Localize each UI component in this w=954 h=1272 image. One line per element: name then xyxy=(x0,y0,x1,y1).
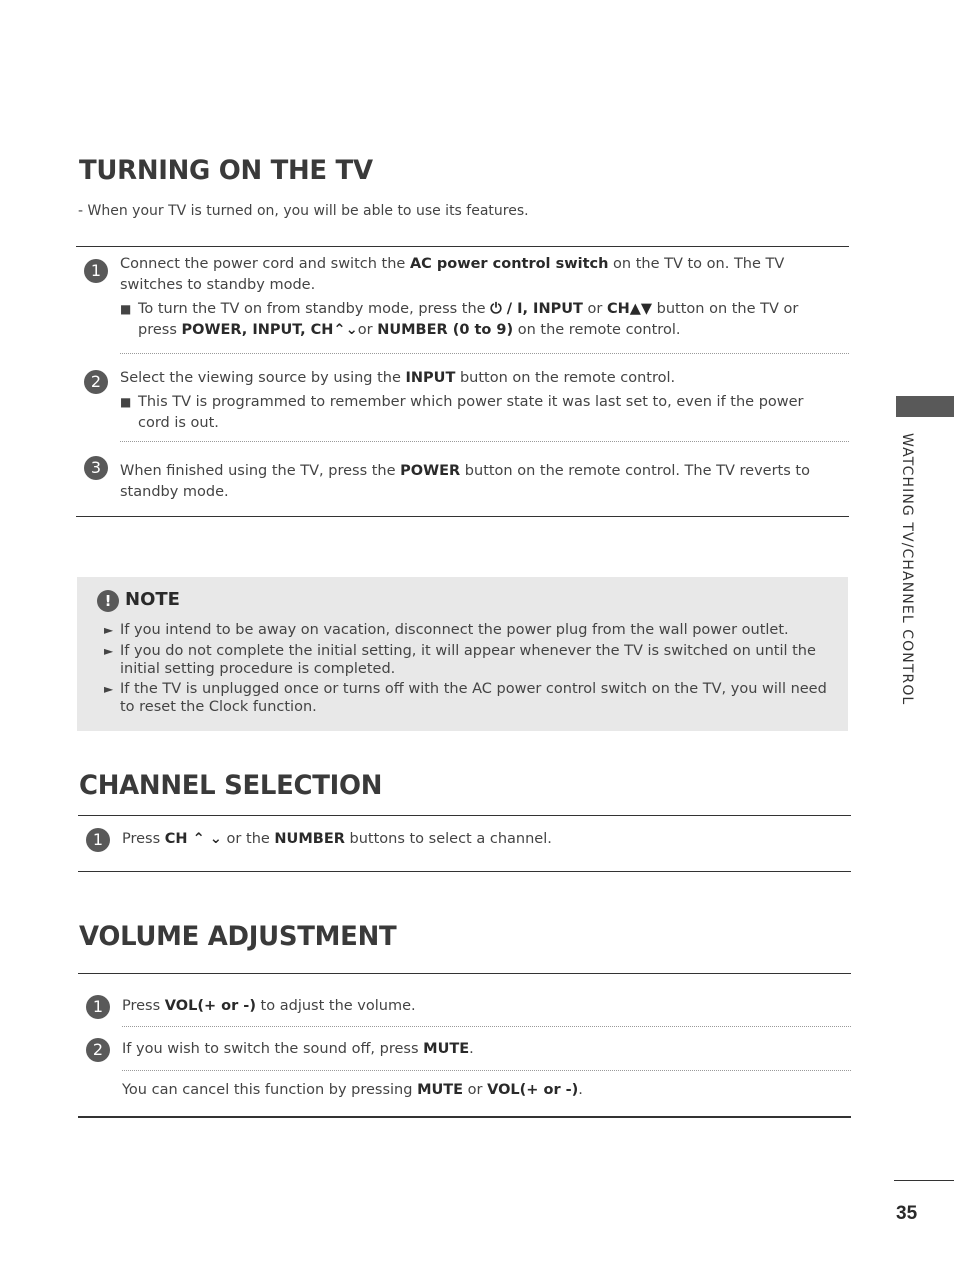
step-1-text: Connect the power cord and switch the AC power control switch on the TV to on. The TV switches to standby mode. xyxy=(120,256,785,293)
section-intro: - When your TV is turned on, you will be able to use its features. xyxy=(78,203,529,219)
bullet-1-text: To turn the TV on from standby mode, press the ⏻ / I, INPUT or CH▲▼ button on the TV or press POWER, INPUT, CH⌃⌄or NUMBER (0 to 9) on the remote control. xyxy=(138,301,799,338)
step-1-icon: 1 xyxy=(86,995,110,1019)
dotted-divider xyxy=(120,353,849,354)
divider xyxy=(76,516,849,517)
volume-step-1-text: Press VOL(+ or -) to adjust the volume. xyxy=(122,998,416,1014)
chapter-tab xyxy=(896,396,954,417)
note-item: If you intend to be away on vacation, disconnect the power plug from the wall power outlet. xyxy=(120,622,789,638)
arrow-bullet-icon: ► xyxy=(104,682,114,696)
divider xyxy=(78,973,851,974)
power-icon: ⏻ xyxy=(490,301,502,317)
volume-step-2-text: If you wish to switch the sound off, press MUTE. xyxy=(122,1041,474,1057)
square-bullet-icon: ■ xyxy=(120,395,132,409)
step-3-icon: 3 xyxy=(84,456,108,480)
volume-step-2-note: You can cancel this function by pressing MUTE or VOL(+ or -). xyxy=(122,1082,583,1098)
divider xyxy=(76,246,849,247)
dotted-divider xyxy=(122,1026,851,1027)
divider xyxy=(78,1116,851,1118)
step-2-icon: 2 xyxy=(84,370,108,394)
note-item: If the TV is unplugged once or turns off with the AC power control switch on the TV, you will need to reset the Clock function. xyxy=(120,681,827,715)
section-title-turning-on: TURNING ON THE TV xyxy=(79,155,373,186)
channel-step-text: Press CH ⌃ ⌄ or the NUMBER buttons to select a channel. xyxy=(122,831,552,847)
dotted-divider xyxy=(120,441,849,442)
section-title-channel-selection: CHANNEL SELECTION xyxy=(79,770,383,801)
divider xyxy=(78,871,851,872)
dotted-divider xyxy=(122,1070,851,1071)
square-bullet-icon: ■ xyxy=(120,302,132,316)
note-title: NOTE xyxy=(125,589,180,610)
chapter-label: WATCHING TV/CHANNEL CONTROL xyxy=(899,433,915,706)
section-title-volume-adjustment: VOLUME ADJUSTMENT xyxy=(79,921,397,952)
page-number: 35 xyxy=(896,1203,918,1224)
bullet-2-text: This TV is programmed to remember which power state it was last set to, even if the power cord is out. xyxy=(138,394,804,431)
divider xyxy=(78,815,851,816)
step-3-text: When finished using the TV, press the POWER button on the remote control. The TV reverts to standby mode. xyxy=(120,463,810,500)
step-1-icon: 1 xyxy=(84,259,108,283)
step-1-icon: 1 xyxy=(86,828,110,852)
step-2-text: Select the viewing source by using the INPUT button on the remote control. xyxy=(120,370,676,386)
arrow-bullet-icon: ► xyxy=(104,644,114,658)
note-item: If you do not complete the initial setting, it will appear whenever the TV is switched on until the initial setting procedure is completed. xyxy=(120,643,816,677)
page-number-rule xyxy=(894,1180,954,1181)
exclamation-icon: ! xyxy=(97,590,119,612)
arrow-bullet-icon: ► xyxy=(104,623,114,637)
step-2-icon: 2 xyxy=(86,1038,110,1062)
